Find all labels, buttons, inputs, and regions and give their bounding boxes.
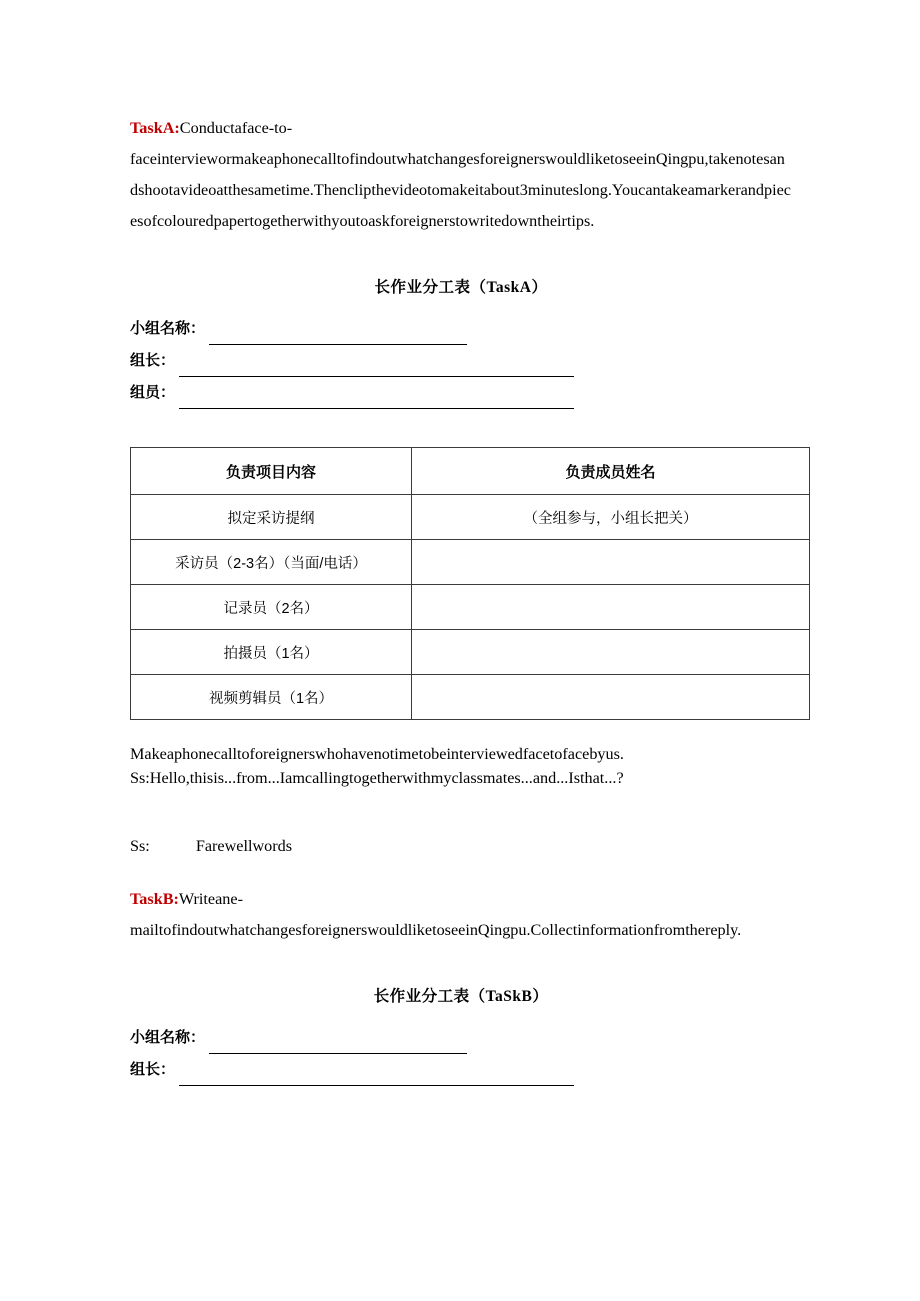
spacer bbox=[130, 946, 792, 984]
task-b-group-name-label: 小组名称： bbox=[130, 1029, 206, 1046]
task-a-form-heading-cn: 长作业分工表（ bbox=[374, 279, 487, 296]
table-cell-person[interactable] bbox=[412, 675, 810, 720]
table-cell-item: 视频剪辑员（1名） bbox=[131, 675, 412, 720]
task-a-field-group-name bbox=[130, 313, 792, 345]
task-a-body-line2: faceinterviewormakeaphonecalltofindoutwhatchangesforeignerswouldliketoseeinQingpu,takenotesandshootavideoatthesametime.Thenclipthevideotomakeitabout3minuteslong.Youcantakeamarkerandpiecesofcolouredpapertogetherwithyoutoaskforeignerstowritedowntheirtips. bbox=[130, 150, 791, 230]
task-a-form-heading bbox=[130, 275, 792, 297]
spacer bbox=[130, 790, 792, 834]
task-b-body-line1: Writeane- bbox=[178, 890, 243, 908]
task-a-assignment-table bbox=[130, 447, 810, 720]
task-b-form-heading bbox=[130, 984, 792, 1006]
task-a-leader-input[interactable] bbox=[179, 356, 574, 377]
table-cell-person[interactable]: （全组参与，小组长把关） bbox=[412, 495, 810, 540]
task-a-form-heading-close: ） bbox=[531, 279, 548, 296]
table-header-row bbox=[131, 448, 810, 495]
task-a-note-line2: Ss:Hello,thisis...from...Iamcallingtogetherwithmyclassmates...and...Isthat...? bbox=[130, 769, 624, 787]
spacer bbox=[130, 237, 792, 275]
task-a-paragraph bbox=[130, 113, 792, 237]
task-a-members-input[interactable] bbox=[179, 388, 574, 409]
table-header-person: 负责成员姓名 bbox=[412, 448, 810, 495]
document-content bbox=[130, 113, 792, 1086]
table-cell-person[interactable] bbox=[412, 585, 810, 630]
table-cell-item: 拟定采访提纲 bbox=[131, 495, 412, 540]
task-a-group-name-label: 小组名称： bbox=[130, 320, 206, 337]
task-a-farewell-line bbox=[130, 834, 792, 858]
task-b-form-heading-cn: 长作业分工表（ bbox=[373, 988, 486, 1005]
task-b-body-line2: mailtofindoutwhatchangesforeignerswouldliketoseeinQingpu.Collectinformationfromthereply. bbox=[130, 921, 742, 939]
task-b-group-name-input[interactable] bbox=[209, 1033, 467, 1054]
task-a-farewell-text: Farewellwords bbox=[195, 837, 293, 855]
table-row bbox=[131, 540, 810, 585]
task-a-note-line1: Makeaphonecalltoforeignerswhohavenotimetobeinterviewedfacetofacebyus. bbox=[130, 745, 624, 763]
table-header-item: 负责项目内容 bbox=[131, 448, 412, 495]
table-row bbox=[131, 630, 810, 675]
task-a-group-name-input[interactable] bbox=[209, 324, 467, 345]
task-a-farewell-speaker: Ss: bbox=[130, 837, 150, 855]
task-b-field-group-name bbox=[130, 1022, 792, 1054]
table-row bbox=[131, 585, 810, 630]
table-cell-item: 记录员（2名） bbox=[131, 585, 412, 630]
task-b-leader-input[interactable] bbox=[179, 1065, 574, 1086]
task-b-paragraph bbox=[130, 884, 792, 946]
task-b-field-leader bbox=[130, 1054, 792, 1086]
spacer bbox=[130, 297, 792, 313]
table-row bbox=[131, 675, 810, 720]
task-b-form-heading-close: ） bbox=[532, 988, 549, 1005]
task-a-field-members bbox=[130, 377, 792, 409]
table-cell-item: 采访员（2-3名）（当面/电话） bbox=[131, 540, 412, 585]
task-a-form-heading-latin: TaskA bbox=[486, 279, 532, 296]
task-a-field-leader bbox=[130, 345, 792, 377]
table-cell-person[interactable] bbox=[412, 540, 810, 585]
task-a-leader-label: 组长： bbox=[130, 352, 176, 369]
spacer bbox=[130, 1006, 792, 1022]
task-b-leader-label: 组长： bbox=[130, 1061, 176, 1078]
table-cell-item: 拍摄员（1名） bbox=[131, 630, 412, 675]
spacer bbox=[130, 720, 792, 742]
table-cell-person[interactable] bbox=[412, 630, 810, 675]
task-a-body-line1: Conductaface-to- bbox=[179, 119, 293, 137]
spacer bbox=[130, 409, 792, 447]
task-a-members-label: 组员： bbox=[130, 384, 176, 401]
task-a-label: TaskA: bbox=[130, 119, 180, 137]
spacer bbox=[130, 858, 792, 884]
table-row bbox=[131, 495, 810, 540]
task-b-label: TaskB: bbox=[130, 890, 179, 908]
task-b-form-heading-latin: TaSkB bbox=[485, 988, 533, 1005]
